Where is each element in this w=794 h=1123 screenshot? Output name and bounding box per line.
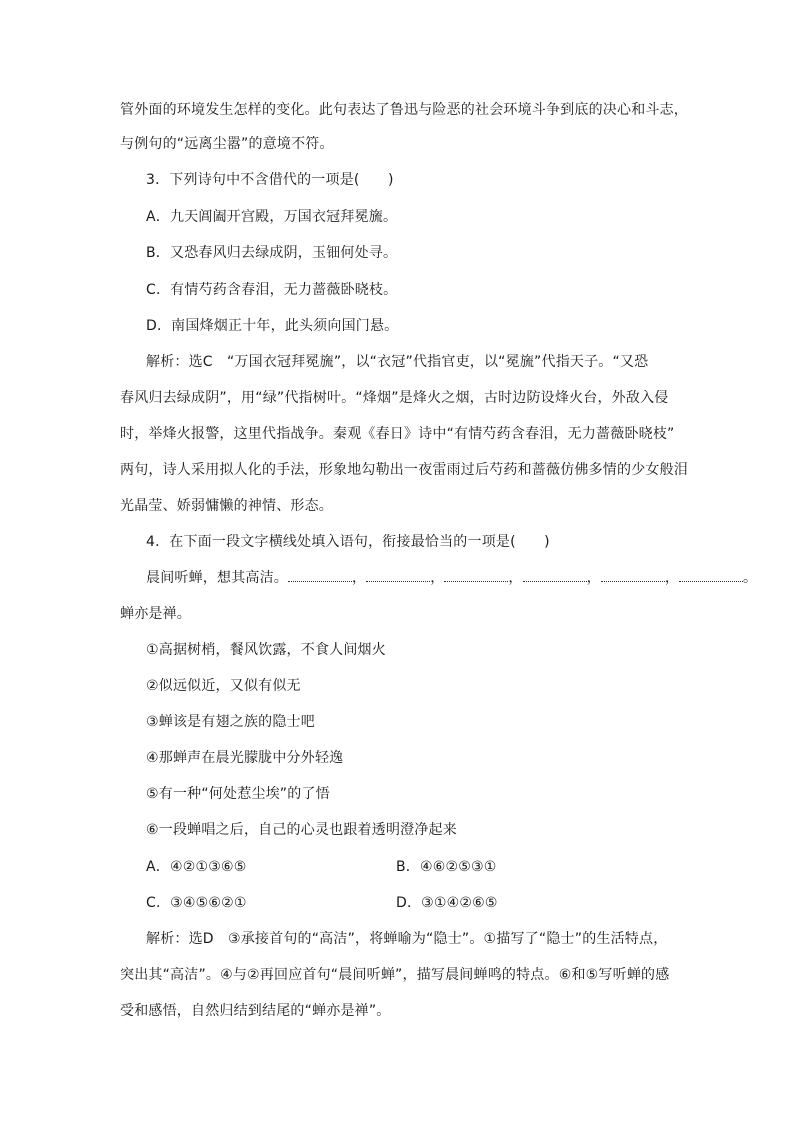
fill-blank — [366, 569, 430, 582]
question-3-analysis-line-3: 时，举烽火报警，这里代指战争。秦观《春日》诗中“有情芍药含春泪，无力蔷薇卧晓枝” — [120, 426, 675, 442]
question-4-analysis-line-3: 受和感悟，自然归结到结尾的“蝉亦是禅”。 — [120, 1003, 391, 1019]
blank-separator: ， — [586, 570, 601, 586]
question-4-sentence-1: ①高据树梢，餐风饮露，不食人间烟火 — [146, 642, 386, 658]
question-3-analysis-line-2: 春风归去绿成阴”，用“绿”代指树叶。“烽烟”是烽火之烟，古时边防设烽火台，外敌入侵 — [120, 390, 669, 406]
question-4-analysis-line-2: 突出其“高洁”。④与②再回应首句“晨间听蝉”，描写晨间蝉鸣的特点。⑥和⑤写听蝉的感 — [120, 967, 670, 983]
question-4-sentence-6: ⑥一段蝉唱之后，自己的心灵也跟着透明澄净起来 — [146, 822, 457, 838]
question-3-analysis-line-4: 两句，诗人采用拟人化的手法，形象地勾勒出一夜雷雨过后芍药和蔷薇仿佛多情的少女般泪 — [120, 462, 688, 478]
question-4-passage — [146, 568, 757, 588]
continuation-line-1: 管外面的环境发生怎样的变化。此句表达了鲁迅与险恶的社会环境斗争到底的决心和斗志， — [120, 102, 688, 118]
question-4-sentence-3: ③蝉该是有翅之族的隐士吧 — [146, 714, 315, 730]
question-4-sentence-4: ④那蝉声在晨光朦胧中分外轻逸 — [146, 750, 344, 766]
question-3-analysis-line-5: 光晶莹、娇弱慵懒的神情、形态。 — [120, 498, 333, 514]
question-4-option-c: C．③④⑤⑥②① — [146, 895, 247, 911]
question-4-sentence-5: ⑤有一种“何处惹尘埃”的了悟 — [146, 786, 330, 802]
fill-blank — [523, 569, 587, 582]
question-3-option-a: A．九天阊阖开宫殿，万国衣冠拜冕旒。 — [146, 209, 398, 225]
continuation-line-2: 与例句的“远离尘嚣”的意境不符。 — [120, 136, 334, 152]
blank-end: 。 — [743, 570, 758, 586]
fill-blank — [601, 569, 665, 582]
question-4-stem: 4．在下面一段文字横线处填入语句，衔接最恰当的一项是( ) — [146, 534, 550, 550]
question-4-passage-end: 蝉亦是禅。 — [120, 606, 191, 622]
passage-start: 晨间听蝉，想其高洁。 — [146, 570, 288, 586]
question-4-sentence-2: ②似远似近，又似有似无 — [146, 678, 301, 694]
fill-blank — [444, 569, 508, 582]
blank-separator: ， — [664, 570, 680, 586]
blank-separator: ， — [508, 570, 523, 586]
fill-blank — [288, 569, 352, 582]
blank-separator: ， — [352, 570, 367, 586]
question-3-option-d: D．南国烽烟正十年，此头须向国门悬。 — [146, 318, 399, 334]
question-3-analysis-line-1: 解析：选C “万国衣冠拜冕旒”，以“衣冠”代指官吏，以“冕旒”代指天子。“又恐 — [146, 354, 649, 370]
question-4-option-b: B．④⑥②⑤③① — [396, 859, 497, 875]
question-4-option-d: D．③①④②⑥⑤ — [396, 895, 498, 911]
fill-blank — [679, 569, 743, 582]
question-3-stem: 3．下列诗句中不含借代的一项是( ) — [146, 172, 394, 188]
question-4-analysis-line-1: 解析：选D ③承接首句的“高洁”，将蝉喻为“隐士”。①描写了“隐士”的生活特点， — [146, 931, 668, 947]
question-3-option-b: B．又恐春风归去绿成阴，玉钿何处寻。 — [146, 245, 398, 261]
blank-separator: ， — [430, 570, 445, 586]
question-3-option-c: C．有情芍药含春泪，无力蔷薇卧晓枝。 — [146, 282, 398, 298]
question-4-option-a: A．④②①③⑥⑤ — [146, 859, 247, 875]
